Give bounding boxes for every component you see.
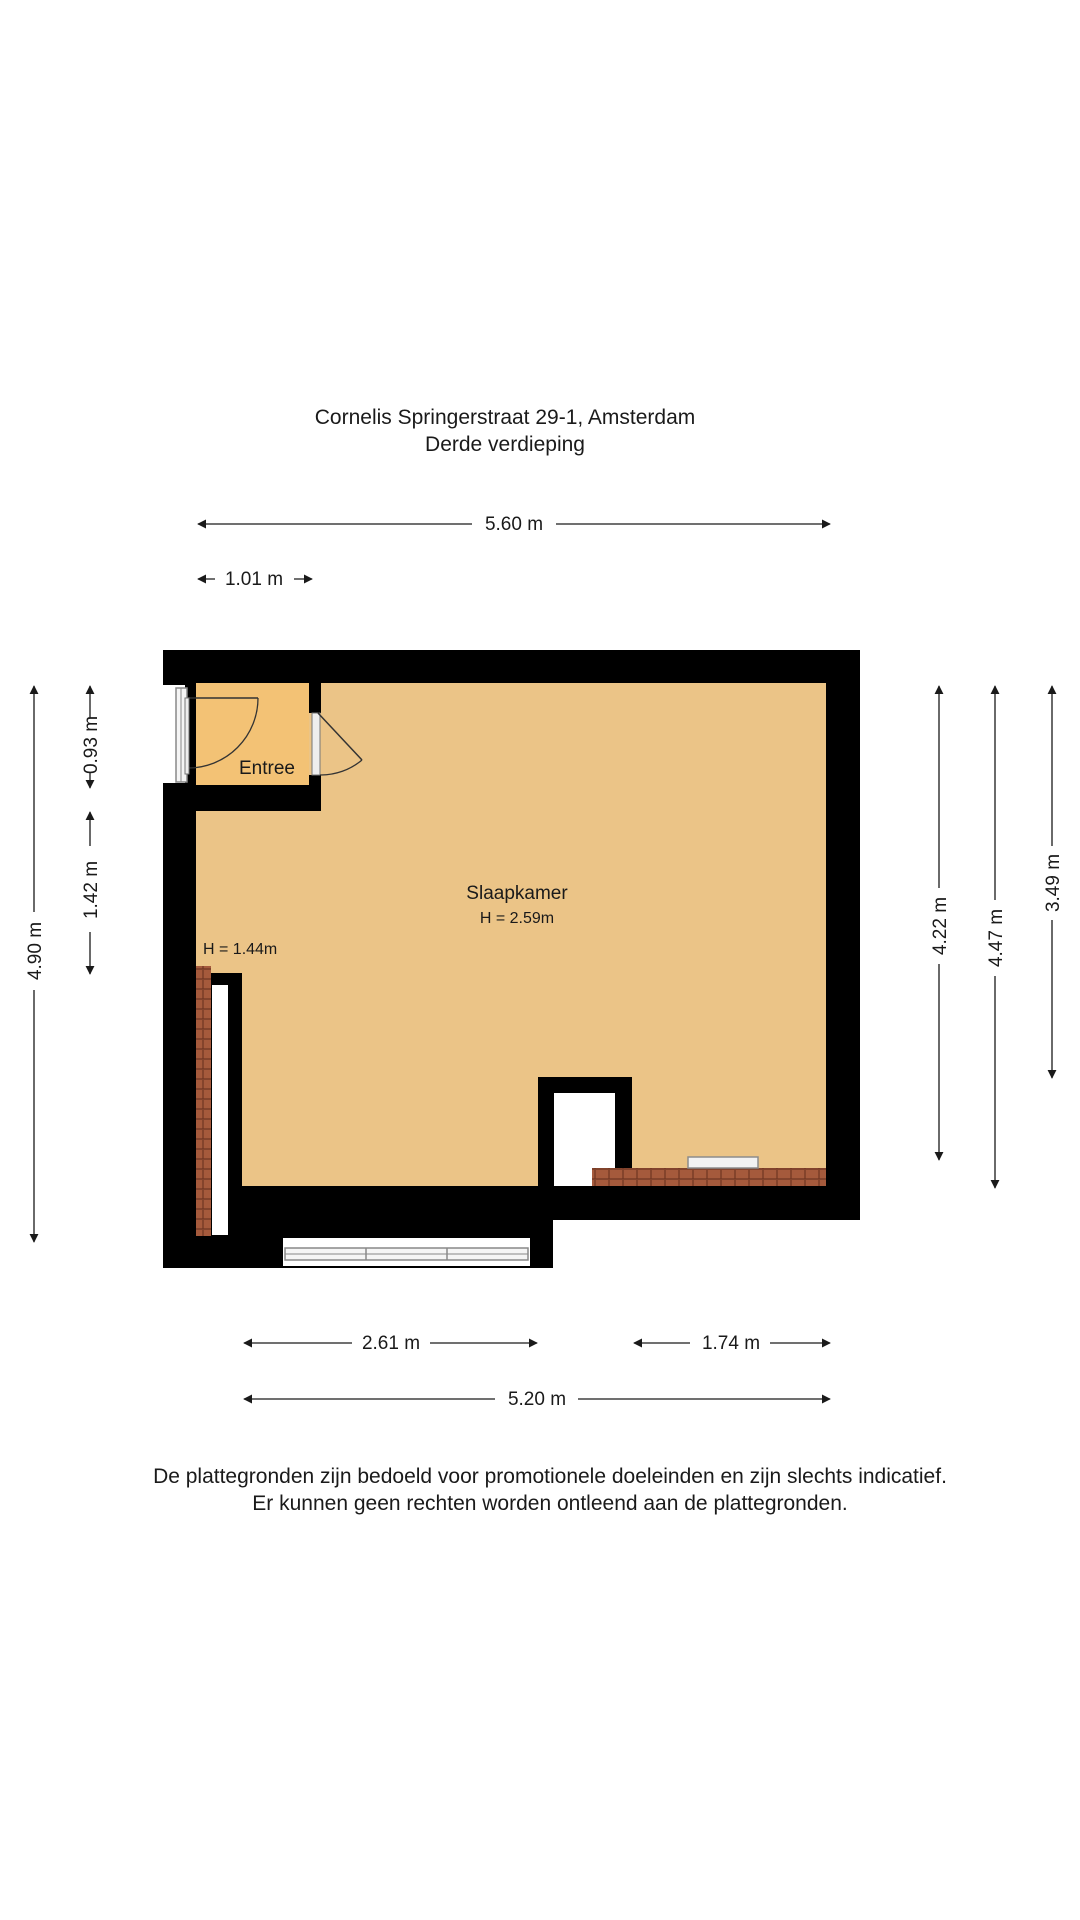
svg-text:5.60 m: 5.60 m [484,514,544,535]
svg-text:4.90 m: 4.90 m [25,921,46,981]
roof-tiles-left [196,966,211,1236]
dim-bottom-left [244,1333,537,1354]
dim-left-total [25,686,46,1242]
svg-text:4.47 m: 4.47 m [986,908,1007,968]
svg-text:4.22 m: 4.22 m [930,896,951,956]
address-title: Cornelis Springerstraat 29-1, Amsterdam [314,406,696,429]
disclaimer-line-2: Er kunnen geen rechten worden ontleend aan de plattegronden. [252,1492,848,1515]
floor-title: Derde verdieping [425,433,585,456]
roof-tiles-bottom [592,1168,826,1186]
svg-text:5.20 m: 5.20 m [507,1389,567,1410]
dim-right-a [930,686,951,1160]
disclaimer-line-1: De plattegronden zijn bedoeld voor promotionele doeleinden en zijn slechts indicatief. [153,1465,947,1488]
low-height-label: H = 1.44m [203,941,278,958]
slaapkamer-label: Slaapkamer [466,883,568,904]
window-left [163,685,187,783]
dim-bottom-total [244,1389,830,1410]
slaapkamer-height: H = 2.59m [479,910,555,927]
dim-right-b [986,686,1007,1188]
svg-text:2.61 m: 2.61 m [361,1333,421,1354]
window-bottom [283,1238,530,1266]
dim-left-entree [81,686,102,788]
dim-right-c [1043,686,1064,1078]
svg-text:1.01 m: 1.01 m [224,569,284,590]
dim-top-entree [198,569,312,590]
svg-text:3.49 m: 3.49 m [1043,853,1064,913]
dim-left-middle [81,812,102,974]
dim-bottom-right [634,1333,830,1354]
skylight [688,1157,758,1168]
left-dormer [196,966,242,1236]
dim-top-total [198,514,830,535]
entree-label: Entree [239,758,295,779]
svg-text:1.74 m: 1.74 m [701,1333,761,1354]
svg-text:1.42 m: 1.42 m [81,860,102,920]
svg-text:0.93 m: 0.93 m [81,715,102,775]
